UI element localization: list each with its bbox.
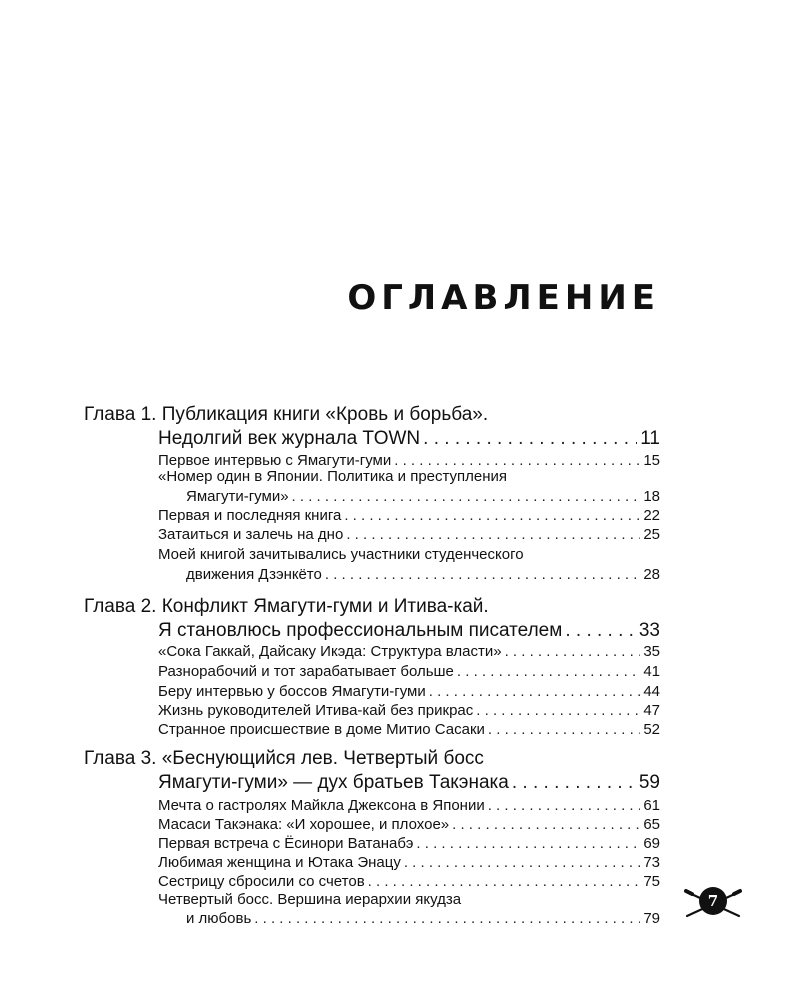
leader-dots (394, 452, 640, 469)
page-ref: 52 (643, 721, 660, 738)
page-ref: 33 (638, 620, 660, 641)
page-ref: 18 (643, 488, 660, 505)
entry-text: Ямагути-гуми» (186, 488, 289, 505)
leader-dots (416, 835, 640, 852)
page-ref: 73 (643, 854, 660, 871)
page-ref: 11 (640, 428, 660, 449)
chapter-heading-text: Глава 2. Конфликт Ямагути-гуми и Итива-кай. (84, 596, 489, 617)
entry-text: Четвертый босс. Вершина иерархии якудза (158, 891, 462, 908)
page-ref: 44 (643, 683, 660, 700)
chapter-1-title-line1 (84, 404, 644, 430)
entry-text: «Сока Гаккай, Дайсаку Икэда: Структура власти» (158, 643, 502, 660)
entry-text: Масаси Такэнака: «И хорошее, и плохое» (158, 816, 450, 833)
entry-text: Затаиться и залечь на дно (158, 526, 344, 543)
leader-dots (457, 663, 640, 680)
entry-text: Жизнь руководителей Итива-кай без прикрас (158, 702, 474, 719)
leader-dots (325, 566, 640, 583)
page-ref: 69 (643, 835, 660, 852)
toc-entry (186, 910, 660, 936)
leader-dots (505, 643, 641, 660)
entry-text: Любимая женщина и Ютака Энацу (158, 854, 401, 871)
leader-dots (452, 816, 640, 833)
entry-text: движения Дзэнкёто (186, 566, 322, 583)
leader-dots (488, 797, 641, 814)
entry-text: Мечта о гастролях Майкла Джексона в Японии (158, 797, 485, 814)
leader-dots (565, 620, 636, 642)
leader-dots (346, 526, 640, 543)
page-number: 7 (707, 892, 719, 910)
entry-text: Первая встреча с Ёсинори Ватанабэ (158, 835, 414, 852)
page-ref: 22 (643, 507, 660, 524)
chapter-heading-text: Глава 3. «Беснующийся лев. Четвертый босс (84, 748, 484, 769)
chapter-heading-text: Я становлюсь профессиональным писателем (158, 620, 563, 641)
page-ref: 59 (638, 772, 660, 793)
entry-text: Первое интервью с Ямагути-гуми (158, 452, 392, 469)
leader-dots (368, 873, 641, 890)
entry-text: Сестрицу сбросили со счетов (158, 873, 365, 890)
leader-dots (292, 488, 641, 505)
chapter-3-title-line2 (158, 772, 660, 798)
chapter-heading-text: Ямагути-гуми» — дух братьев Такэнака (158, 772, 509, 793)
entry-text: Странное происшествие в доме Митио Сасаки (158, 721, 485, 738)
page-ref: 41 (643, 663, 660, 680)
leader-dots (254, 910, 640, 927)
leader-dots (423, 428, 637, 450)
chapter-3-title-line1 (84, 748, 644, 774)
page-ref: 75 (643, 873, 660, 890)
page-ref: 61 (643, 797, 660, 814)
page-ref: 28 (643, 566, 660, 583)
entry-text: «Номер один в Японии. Политика и преступления (158, 468, 508, 485)
page-ref: 15 (643, 452, 660, 469)
leader-dots (404, 854, 640, 871)
entry-text: Первая и последняя книга (158, 507, 342, 524)
entry-text: и любовь (186, 910, 252, 927)
entry-text: Беру интервью у боссов Ямагути-гуми (158, 683, 426, 700)
leader-dots (476, 702, 640, 719)
page-ref: 35 (643, 643, 660, 660)
leader-dots (488, 721, 640, 738)
page-ref: 47 (643, 702, 660, 719)
leader-dots (512, 772, 636, 794)
toc-entry (186, 566, 660, 592)
page-ref: 79 (643, 910, 660, 927)
page-title: ОГЛАВЛЕНИЕ (347, 278, 660, 318)
page-ref: 25 (643, 526, 660, 543)
leader-dots (344, 507, 640, 524)
toc-entry (158, 721, 660, 747)
chapter-heading-text: Недолгий век журнала TOWN (158, 428, 421, 449)
chapter-2-title-line1 (84, 596, 644, 622)
chapter-1-title-line2 (158, 428, 660, 454)
page-ref: 65 (643, 816, 660, 833)
leader-dots (429, 683, 641, 700)
chapter-heading-text: Глава 1. Публикация книги «Кровь и борьба». (84, 404, 489, 425)
entry-text: Моей книгой зачитывались участники студенческого (158, 546, 524, 563)
entry-text: Разнорабочий и тот зарабатывает больше (158, 663, 454, 680)
